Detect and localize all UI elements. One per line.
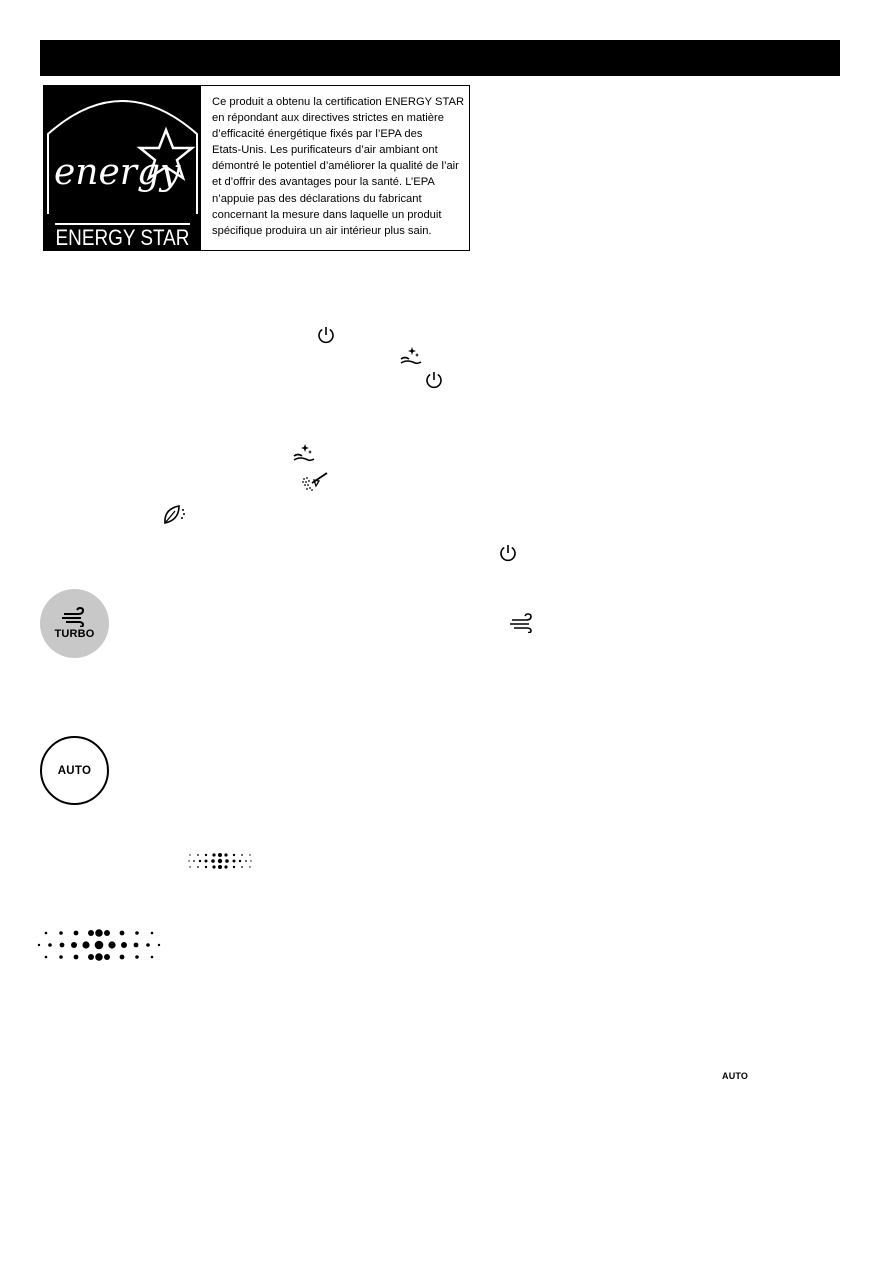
turbo-button[interactable] <box>40 589 109 658</box>
energy-star-text <box>212 94 470 239</box>
energy-script-text: energy <box>54 152 181 193</box>
energy-text-line: Ce produit a obtenu la certification ENERGY STAR <box>212 96 465 108</box>
power-icon <box>498 543 518 563</box>
energy-star-logo <box>44 86 201 250</box>
auto-small-label: AUTO <box>722 1071 749 1081</box>
power-icon <box>316 325 336 345</box>
auto-label: AUTO <box>57 764 92 777</box>
energy-star-wordmark: ENERGY STAR <box>55 225 190 250</box>
energy-star-notice <box>43 85 470 251</box>
energy-star-emblem <box>44 86 201 226</box>
sparkle-wave-icon <box>399 346 423 366</box>
energy-text-line: et d’offrir des avantages pour la santé. L’EPA <box>212 176 435 189</box>
wind-icon <box>508 613 538 633</box>
auto-button[interactable] <box>40 736 109 805</box>
power-icon <box>424 370 444 390</box>
energy-text-line: en répondant aux directives strictes en matière <box>212 112 444 125</box>
air-quality-dots-icon <box>36 928 162 962</box>
section-header-bar <box>40 40 840 76</box>
energy-text-line: n’appuie pas des déclarations du fabricant <box>212 192 422 205</box>
sparkle-wave-icon <box>292 443 316 463</box>
energy-text-line: d’efficacité énergétique fixés par l’EPA des <box>212 128 423 141</box>
energy-text-line: spécifique produira un air intérieur plus sain. <box>212 224 432 237</box>
spray-icon <box>300 471 330 493</box>
leaf-icon <box>162 503 188 527</box>
energy-text-line: concernant la mesure dans laquelle un produit <box>212 208 442 221</box>
energy-text-line: Etats-Unis. Les purificateurs d’air ambiant ont <box>212 144 438 157</box>
turbo-label: TURBO <box>54 628 95 640</box>
energy-text-line: démontré le potentiel d’améliorer la qualité de l’air <box>212 160 459 173</box>
air-quality-dots-icon <box>187 850 253 872</box>
wind-icon <box>61 607 89 627</box>
